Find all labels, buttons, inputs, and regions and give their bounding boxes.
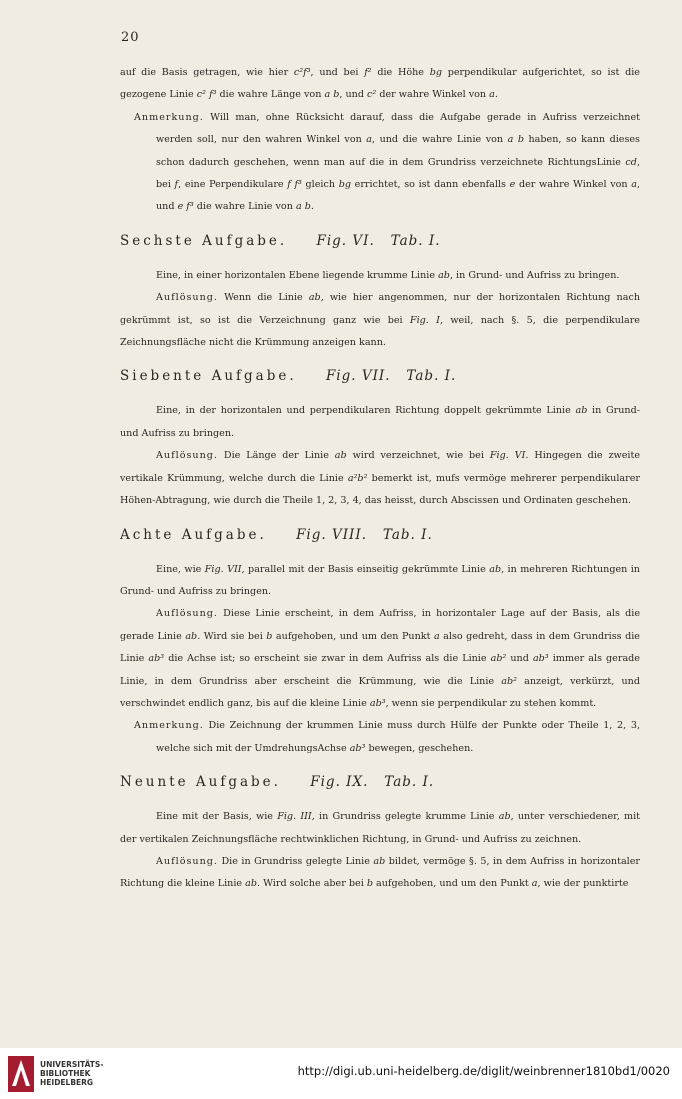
paragraph: Anmerkung. Die Zeichnung der krummen Linie muss durch Hülfe der Punkte oder Theile 1, 2, 3, welche sich mit der UmdrehungsAchse ab³ bewegen, geschehen. [134,720,640,754]
section-heading: Sechste Aufgabe. Fig. VI. Tab. I. [120,232,441,249]
paragraph: Eine, in einer horizontalen Ebene liegende krumme Linie ab, in Grund- und Aufriss zu bringen. [156,269,620,281]
section-heading: Siebente Aufgabe. Fig. VII. Tab. I. [120,368,457,385]
paragraph: Anmerkung. Will man, ohne Rücksicht darauf, dass die Aufgabe gerade in Aufriss verzeichnet werden soll, nur den wahren Winkel von a, und die wahre Linie von a b haben, so kann dieses schon dadurch geschehen, wenn man auf die in dem Grundriss verzeichnete RichtungsLinie cd, bei f, eine Perpendikulare f f³ gleich bg errichtet, so ist dann ebenfalls e der wahre Winkel von a, und e f³ die wahre Linie von a b. [134,111,641,213]
paragraph: auf die Basis getragen, wie hier c²f³, und bei f² die Höhe bg perpendikular aufgerichtet, so ist die gezogene Linie c² f³ die wahre Länge von a b, und c² der wahre Winkel von a. [120,67,640,101]
document-url-link[interactable]: http://digi.ub.uni-heidelberg.de/diglit/weinbrenner1810bd1/0020 [297,1064,670,1078]
section-heading: Achte Aufgabe. Fig. VIII. Tab. I. [120,526,433,543]
page-number: 20 [121,30,140,45]
section-heading: Neunte Aufgabe. Fig. IX. Tab. I. [120,774,435,791]
page-text [120,62,640,896]
paragraph: Eine mit der Basis, wie Fig. III, in Grundriss gelegte krumme Linie ab, unter verschiedener, mit der vertikalen Zeichnungsfläche rechtwinklichen Richtung, in Grund- und Aufriss zu zeichnen. [120,811,640,845]
university-library-logo-icon[interactable] [8,1056,34,1092]
paragraph: Auflösung. Wenn die Linie ab, wie hier angenommen, nur der horizontalen Richtung nach gekrümmt ist, so ist die Verzeichnung ganz wie bei Fig. I, weil, nach §. 5, die perpendikulare Zeichnungsfläche nicht die Krümmung anzeigen kann. [120,292,640,349]
paragraph: Eine, wie Fig. VII, parallel mit der Basis einseitig gekrümmte Linie ab, in mehreren Richtungen in Grund- und Aufriss zu bringen. [120,563,640,597]
paragraph: Auflösung. Die Länge der Linie ab wird verzeichnet, wie bei Fig. VI. Hingegen die zweite vertikale Krümmung, welche durch die Linie a²b² bemerkt ist, mufs vermöge mehrerer perpendikularer Höhen-Abtragung, wie durch die Theile 1, 2, 3, 4, das heisst, durch Abscissen und Ordinaten geschehen. [120,450,641,507]
paragraph: Auflösung. Die in Grundriss gelegte Linie ab bildet, vermöge §. 5, in dem Aufriss in horizontaler Richtung die kleine Linie ab. Wird solche aber bei b aufgehoben, und um den Punkt a, wie der punktirte [120,855,640,890]
paragraph: Eine, in der horizontalen und perpendikularen Richtung doppelt gekrümmte Linie ab in Grund- und Aufriss zu bringen. [120,405,640,439]
library-name: UNIVERSITÄTS- BIBLIOTHEK HEIDELBERG [40,1060,104,1087]
footer-bar [0,1048,682,1099]
paragraph: Auflösung. Diese Linie erscheint, in dem Aufriss, in horizontaler Lage auf der Basis, als die gerade Linie ab. Wird sie bei b aufgehoben, und um den Punkt a also gedreht, dass in dem Grundriss die Linie ab³ die Achse ist; so erscheint sie zwar in dem Aufriss als die Linie ab² und ab³ immer als gerade Linie, in dem Grundriss aber erscheint die Krümmung, wie die Linie ab² anzeigt, verkürzt, und verschwindet endlich ganz, bis auf die kleine Linie ab³, wenn sie perpendikular zu stehen kommt. [120,608,640,709]
